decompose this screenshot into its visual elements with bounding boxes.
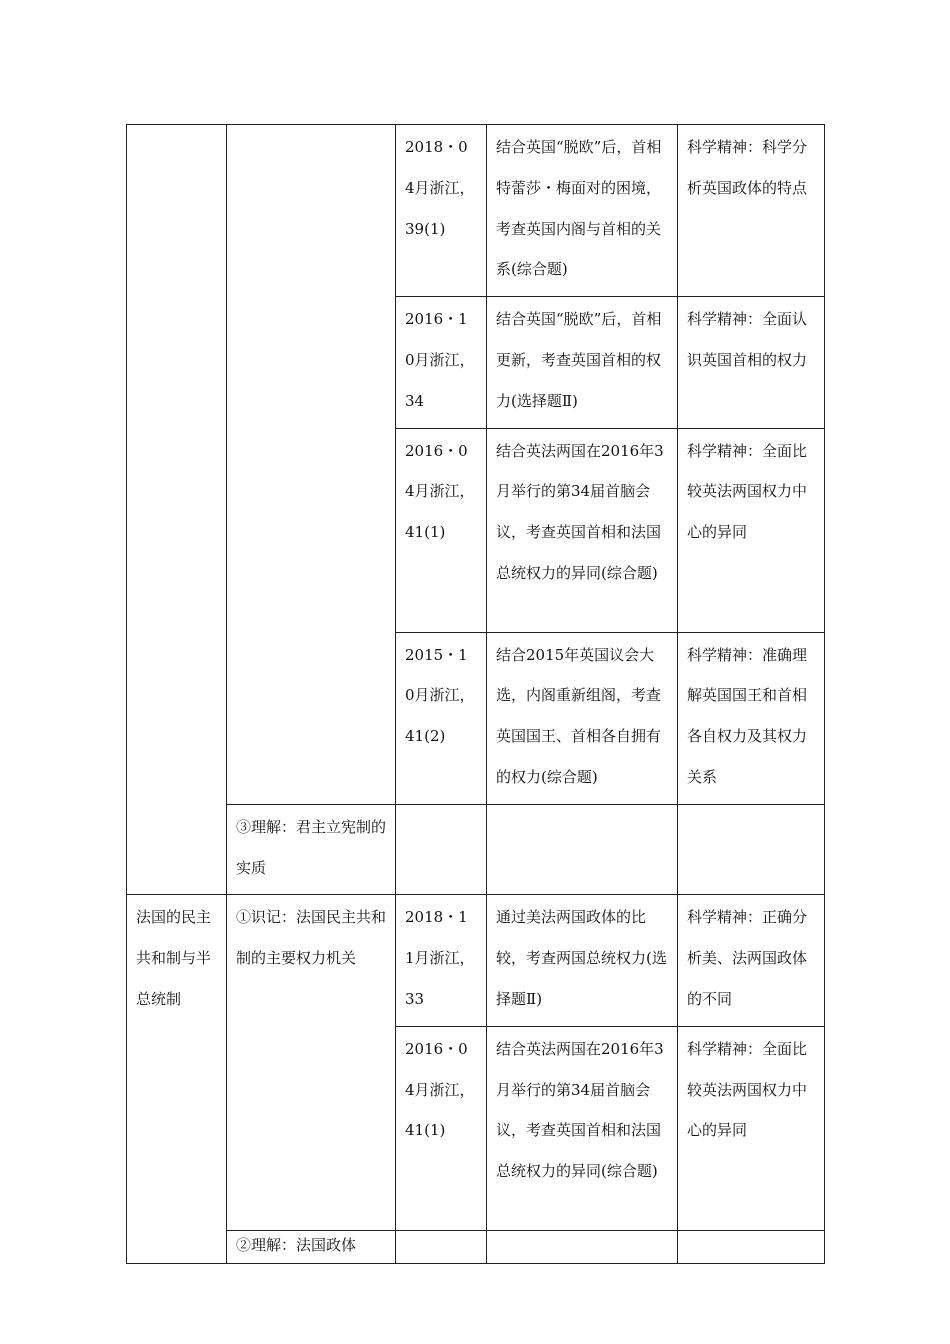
- table-row: [127, 895, 825, 1026]
- source-cell: [396, 804, 487, 895]
- topic-cell: [127, 125, 227, 895]
- point-cell: ①识记：法国民主共和制的主要权力机关: [227, 895, 396, 1230]
- literacy-cell: [678, 804, 825, 895]
- literacy-cell: [678, 1230, 825, 1263]
- point-cell: ③理解：君主立宪制的实质: [227, 804, 396, 895]
- desc-cell: 结合2015年英国议会大选，内阁重新组阁，考查英国国王、首相各自拥有的权力(综合题): [487, 632, 678, 804]
- desc-cell: 通过美法两国政体的比较，考查两国总统权力(选择题Ⅱ): [487, 895, 678, 1026]
- desc-cell: 结合英国“脱欧”后，首相特蕾莎・梅面对的困境，考查英国内阁与首相的关系(综合题): [487, 125, 678, 297]
- source-cell: [396, 1230, 487, 1263]
- literacy-cell: 科学精神：科学分析英国政体的特点: [678, 125, 825, 297]
- source-cell: 2016・04月浙江，41(1): [396, 428, 487, 632]
- desc-cell: 结合英国“脱欧”后，首相更新，考查英国首相的权力(选择题Ⅱ): [487, 297, 678, 428]
- point-cell: ②理解：法国政体: [227, 1230, 396, 1263]
- source-cell: 2016・10月浙江，34: [396, 297, 487, 428]
- source-cell: 2018・04月浙江，39(1): [396, 125, 487, 297]
- literacy-cell: 科学精神：全面认识英国首相的权力: [678, 297, 825, 428]
- literacy-cell: 科学精神：全面比较英法两国权力中心的异同: [678, 1026, 825, 1230]
- point-cell: [227, 125, 396, 805]
- literacy-cell: 科学精神：准确理解英国国王和首相各自权力及其权力关系: [678, 632, 825, 804]
- desc-cell: 结合英法两国在2016年3月举行的第34届首脑会议，考查英国首相和法国总统权力的异同(综合题): [487, 1026, 678, 1230]
- source-cell: 2016・04月浙江，41(1): [396, 1026, 487, 1230]
- literacy-cell: 科学精神：全面比较英法两国权力中心的异同: [678, 428, 825, 632]
- desc-cell: [487, 1230, 678, 1263]
- topic-cell: 法国的民主共和制与半总统制: [127, 895, 227, 1263]
- literacy-cell: 科学精神：正确分析美、法两国政体的不同: [678, 895, 825, 1026]
- table-row: [127, 1230, 825, 1263]
- table-row: [127, 125, 825, 297]
- source-cell: 2018・11月浙江，33: [396, 895, 487, 1026]
- table-row: [127, 804, 825, 895]
- desc-cell: [487, 804, 678, 895]
- exam-table: [126, 124, 825, 1264]
- source-cell: 2015・10月浙江，41(2): [396, 632, 487, 804]
- desc-cell: 结合英法两国在2016年3月举行的第34届首脑会议，考查英国首相和法国总统权力的异同(综合题): [487, 428, 678, 632]
